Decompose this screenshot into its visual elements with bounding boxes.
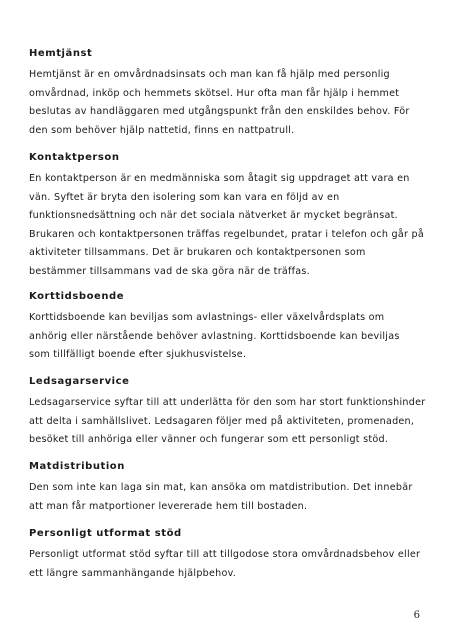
paragraph-line: En kontaktperson är en medmänniska som åtagit sig uppdraget att vara en: [29, 173, 410, 184]
paragraph-line: att delta i samhällslivet. Ledsagaren följer med på aktiviteten, promenaden,: [29, 415, 415, 427]
section-matdistribution: [29, 460, 429, 516]
paragraph-line: Brukaren och kontaktpersonen träffas regelbundet, pratar i telefon och går på: [29, 228, 424, 240]
paragraph-line: Personligt utformat stöd syftar till att tillgodose stora omvårdnadsbehov eller: [29, 549, 421, 560]
paragraph-line: den som behöver hjälp nattetid, finns en nattpatrull.: [29, 124, 295, 136]
section-heading: Personligt utformat stöd: [29, 528, 182, 539]
section-kontaktperson: [29, 151, 429, 282]
paragraph-line: ett längre sammanhängande hjälpbehov.: [29, 567, 237, 579]
paragraph-line: som tillfälligt boende efter sjukhusvistelse.: [29, 349, 247, 361]
paragraph-line: bestämmer tillsammans vad de ska göra när de träffas.: [29, 265, 310, 277]
section-korttidsboende: [29, 290, 429, 365]
paragraph-line: Den som inte kan laga sin mat, kan ansöka om matdistribution. Det innebär: [29, 482, 413, 493]
paragraph-line: Korttidsboende kan beviljas som avlastnings- eller växelvårdsplats om: [29, 312, 385, 323]
section-heading: Ledsagarservice: [29, 376, 130, 387]
section-heading: Korttidsboende: [29, 291, 125, 302]
paragraph-line: aktiviteter tillsammans. Det är brukaren och kontaktpersonen som: [29, 247, 366, 259]
section-heading: Kontaktperson: [29, 152, 120, 163]
section-heading: Matdistribution: [29, 461, 125, 472]
paragraph-line: Hemtjänst är en omvårdnadsinsats och man kan få hjälp med personlig: [29, 69, 390, 80]
paragraph-line: Ledsagarservice syftar till att underlätta för den som har stort funktionshinder: [29, 397, 426, 408]
section-personligt-utformat-stod: [29, 527, 429, 583]
paragraph-line: beslutas av handläggaren med utgångspunkt från den enskildes behov. För: [29, 106, 410, 118]
paragraph-line: omvårdnad, inköp och hemmets skötsel. Hur ofta man får hjälp i hemmet: [29, 87, 400, 99]
paragraph-line: besöket till anhöriga eller vänner och fungerar som ett personligt stöd.: [29, 434, 389, 446]
section-hemtjanst: [29, 47, 429, 140]
paragraph-line: anhörig eller närstående behöver avlastning. Korttidsboende kan beviljas: [29, 330, 400, 342]
paragraph-line: funktionsnedsättning och när det sociala nätverket är mycket begränsat.: [29, 210, 398, 222]
section-ledsagarservice: [29, 375, 429, 450]
paragraph-line: vän. Syftet är bryta den isolering som kan vara en följd av en: [29, 191, 340, 203]
section-heading: Hemtjänst: [29, 48, 93, 59]
paragraph-line: att man får matportioner levererade hem till bostaden.: [29, 500, 308, 512]
page-number: 6: [413, 610, 420, 621]
